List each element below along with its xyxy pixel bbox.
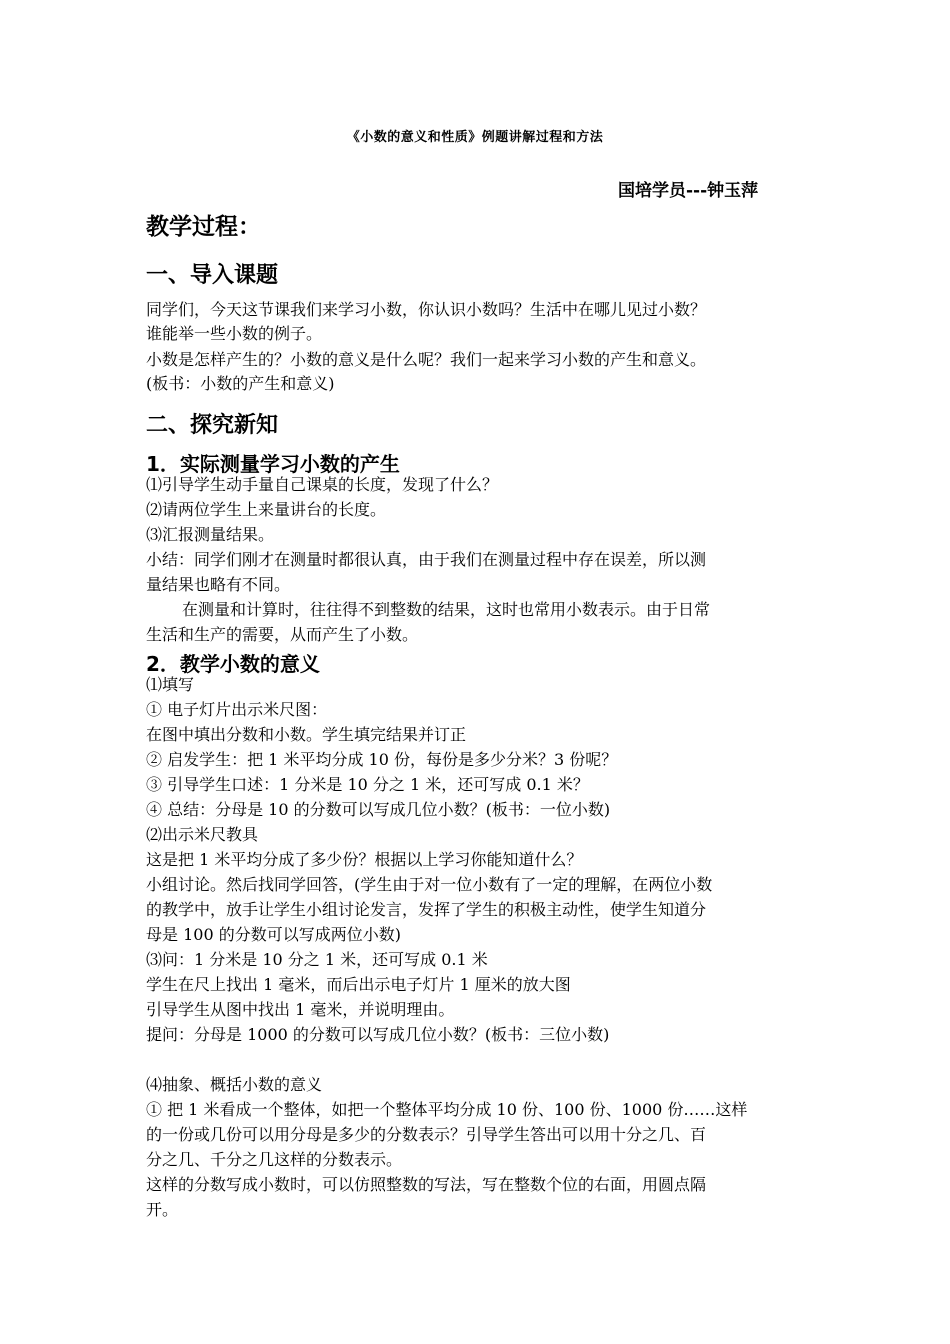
paragraph-line: 的一份或几份可以用分母是多少的分数表示？引导学生答出可以用十分之几、百	[146, 1125, 707, 1144]
paragraph-line: 在测量和计算时，往往得不到整数的结果，这时也常用小数表示。由于日常	[182, 600, 711, 619]
process-heading: 教学过程：	[146, 214, 261, 240]
paragraph-line: 在图中填出分数和小数。学生填完结果并订正	[146, 725, 467, 744]
paragraph-line: ② 启发学生：把 1 米平均分成 10 份，每份是多少分米？3 份呢？	[146, 750, 618, 769]
paragraph-line: 学生在尺上找出 1 毫米，而后出示电子灯片 1 厘米的放大图	[146, 975, 571, 994]
section-2-heading: 二、探究新知	[146, 413, 279, 438]
paragraph-line: ⑴填写	[146, 675, 195, 694]
paragraph-line: 小数是怎样产生的？小数的意义是什么呢？我们一起来学习小数的产生和意义。	[146, 350, 707, 369]
paragraph-line: 量结果也略有不同。	[146, 575, 291, 594]
paragraph-line: 小组讨论。然后找同学回答，(学生由于对一位小数有了一定的理解，在两位小数	[146, 875, 713, 894]
paragraph-line: ① 电子灯片出示米尺图：	[146, 700, 328, 719]
paragraph-line: ③ 引导学生口述：1 分米是 10 分之 1 米，还可写成 0.1 米？	[146, 775, 589, 794]
paragraph-line: ⑶问：1 分米是 10 分之 1 米，还可写成 0.1 米	[146, 950, 488, 969]
paragraph-line: ⑷抽象、概括小数的意义	[146, 1075, 323, 1094]
subsection-2-heading: 2．教学小数的意义	[146, 652, 320, 676]
paragraph-line: 这样的分数写成小数时，可以仿照整数的写法，写在整数个位的右面，用圆点隔	[146, 1175, 707, 1194]
author-line: 国培学员---钟玉萍	[618, 181, 759, 201]
paragraph-line: ⑵出示米尺教具	[146, 825, 259, 844]
paragraph-line: 这是把 1 米平均分成了多少份？根据以上学习你能知道什么？	[146, 850, 583, 869]
paragraph-line: 的教学中，放手让学生小组讨论发言，发挥了学生的积极主动性，使学生知道分	[146, 900, 707, 919]
paragraph-line: 提问：分母是 1000 的分数可以写成几位小数？(板书：三位小数)	[146, 1025, 610, 1044]
paragraph-line: 生活和生产的需要，从而产生了小数。	[146, 625, 419, 644]
subsection-1-heading: 1．实际测量学习小数的产生	[146, 452, 400, 476]
paragraph-line: 谁能举一些小数的例子。	[146, 324, 323, 343]
paragraph-line: 引导学生从图中找出 1 毫米，并说明理由。	[146, 1000, 455, 1019]
paragraph-line: ⑵请两位学生上来量讲台的长度。	[146, 500, 387, 519]
paragraph-line: 开。	[146, 1200, 179, 1219]
section-1-heading: 一、导入课题	[146, 263, 279, 288]
paragraph-line: ④ 总结：分母是 10 的分数可以写成几位小数？(板书：一位小数)	[146, 800, 611, 819]
paragraph-line: ⑶汇报测量结果。	[146, 525, 275, 544]
paragraph-line: ⑴引导学生动手量自己课桌的长度，发现了什么？	[146, 475, 499, 494]
paragraph-line: 同学们，今天这节课我们来学习小数，你认识小数吗？生活中在哪儿见过小数？	[146, 300, 707, 319]
paragraph-line: 分之几、千分之几这样的分数表示。	[146, 1150, 403, 1169]
paragraph-line: 小结：同学们刚才在测量时都很认真，由于我们在测量过程中存在误差，所以测	[146, 550, 707, 569]
document-title: 《小数的意义和性质》例题讲解过程和方法	[346, 130, 604, 145]
paragraph-line: ① 把 1 米看成一个整体，如把一个整体平均分成 10 份、100 份、1000 份……这样	[146, 1100, 748, 1119]
paragraph-line: (板书：小数的产生和意义)	[146, 374, 335, 393]
paragraph-line: 母是 100 的分数可以写成两位小数)	[146, 925, 401, 944]
